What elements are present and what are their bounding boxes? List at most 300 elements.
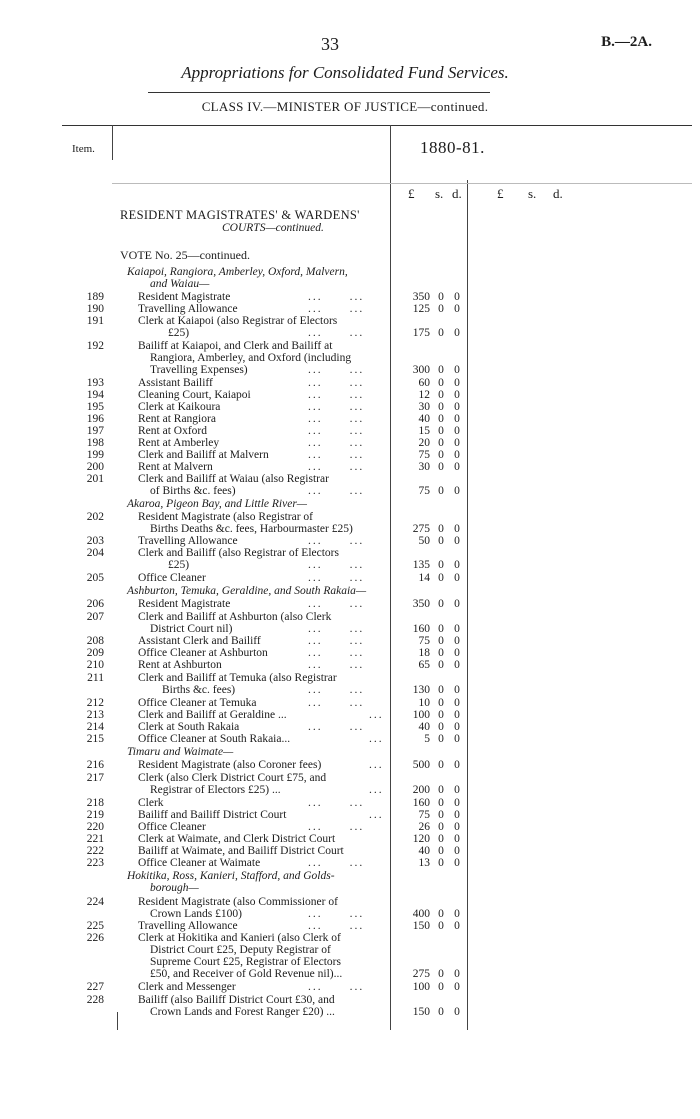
item-number: 204 — [86, 547, 104, 559]
leader-dots: ... — [369, 709, 384, 721]
table-row — [0, 809, 700, 821]
row-description: Timaru and Waimate— — [127, 746, 234, 758]
leader-dots: ... ... — [308, 821, 365, 833]
table-row — [0, 511, 700, 523]
item-number: 219 — [86, 809, 104, 821]
shillings-value: 0 — [438, 425, 444, 437]
shillings-value: 0 — [438, 659, 444, 671]
shillings-value: 0 — [438, 833, 444, 845]
pounds-value: 350 — [412, 291, 430, 303]
item-number: 217 — [86, 772, 104, 784]
pence-value: 0 — [454, 920, 460, 932]
row-description: Rent at Oxford — [138, 425, 207, 437]
row-description: Office Cleaner at South Rakaia... — [138, 733, 291, 745]
shillings-value: 0 — [438, 598, 444, 610]
pounds-value: 160 — [412, 797, 430, 809]
row-description: Births Deaths &c. fees, Harbourmaster £25) — [150, 523, 353, 535]
item-number: 199 — [86, 449, 104, 461]
shillings-value: 0 — [438, 857, 444, 869]
table-row — [0, 721, 700, 733]
row-description: Registrar of Electors £25) ... — [150, 784, 281, 796]
district-subheading — [0, 746, 700, 758]
table-row — [0, 920, 700, 932]
leader-dots: ... — [369, 759, 384, 771]
table-row — [0, 845, 700, 857]
leader-dots: ... ... — [308, 721, 365, 733]
pence-value: 0 — [454, 821, 460, 833]
row-description: £25) — [168, 559, 190, 571]
row-description: Hokitika, Ross, Kanieri, Stafford, and Golds- — [127, 870, 335, 882]
pounds-value: 14 — [418, 572, 430, 584]
leader-dots: ... ... — [308, 857, 365, 869]
row-description: Bailiff at Waimate, and Bailiff District Court — [138, 845, 344, 857]
row-description: Office Cleaner at Waimate — [138, 857, 261, 869]
item-number: 221 — [86, 833, 104, 845]
leader-dots: ... ... — [308, 327, 365, 339]
pounds-value: 275 — [412, 523, 430, 535]
pounds-value: 26 — [418, 821, 430, 833]
pence-value: 0 — [454, 759, 460, 771]
row-description: Clerk and Messenger — [138, 981, 236, 993]
leader-dots: ... — [369, 784, 384, 796]
table-row — [0, 437, 700, 449]
pence-value: 0 — [454, 968, 460, 980]
district-subheading — [0, 266, 700, 278]
leader-dots: ... ... — [308, 697, 365, 709]
shillings-value: 0 — [438, 759, 444, 771]
table-row — [0, 672, 700, 684]
item-number: 210 — [86, 659, 104, 671]
leader-dots: ... ... — [308, 908, 365, 920]
header-dotted-rule — [112, 183, 692, 184]
table-row — [0, 857, 700, 869]
row-description: Resident Magistrate (also Commissioner of — [138, 896, 338, 908]
shillings-value: 0 — [438, 461, 444, 473]
item-column-header: Item. — [72, 143, 95, 155]
pence-value: 0 — [454, 401, 460, 413]
table-row — [0, 896, 700, 908]
table-row — [0, 833, 700, 845]
leader-dots: ... ... — [308, 303, 365, 315]
row-description: Rent at Rangiora — [138, 413, 216, 425]
item-number: 208 — [86, 635, 104, 647]
leader-dots: ... ... — [308, 291, 365, 303]
pounds-value: 275 — [412, 968, 430, 980]
item-number: 202 — [86, 511, 104, 523]
table-row-continuation — [0, 485, 700, 497]
item-number: 190 — [86, 303, 104, 315]
pounds-value: 200 — [412, 784, 430, 796]
row-description: of Births &c. fees) — [150, 485, 236, 497]
shillings-value: 0 — [438, 389, 444, 401]
item-number: 224 — [86, 896, 104, 908]
leader-dots: ... ... — [308, 559, 365, 571]
pounds-value: 150 — [412, 1006, 430, 1018]
row-description: Travelling Allowance — [138, 920, 238, 932]
pence-value: 0 — [454, 908, 460, 920]
shillings-value: 0 — [438, 809, 444, 821]
table-row — [0, 981, 700, 993]
leader-dots: ... ... — [308, 572, 365, 584]
class-heading: CLASS IV.—MINISTER OF JUSTICE—continued. — [201, 99, 489, 114]
shillings-value: 0 — [438, 523, 444, 535]
item-number: 216 — [86, 759, 104, 771]
leader-dots: ... ... — [308, 437, 365, 449]
table-row — [0, 733, 700, 745]
pence-value: 0 — [454, 697, 460, 709]
table-row — [0, 461, 700, 473]
pence-header-right: d. — [553, 186, 563, 201]
shillings-value: 0 — [438, 291, 444, 303]
shillings-value: 0 — [438, 572, 444, 584]
district-subheading — [0, 882, 700, 894]
item-number: 192 — [86, 340, 104, 352]
pence-value: 0 — [454, 623, 460, 635]
item-column-divider — [112, 125, 113, 160]
shillings-value: 0 — [438, 784, 444, 796]
item-number: 218 — [86, 797, 104, 809]
table-row — [0, 647, 700, 659]
table-row-continuation — [0, 559, 700, 571]
shillings-value: 0 — [438, 303, 444, 315]
pence-value: 0 — [454, 437, 460, 449]
item-number: 212 — [86, 697, 104, 709]
pounds-value: 100 — [412, 981, 430, 993]
leader-dots: ... ... — [308, 389, 365, 401]
shillings-value: 0 — [438, 845, 444, 857]
table-top-rule — [62, 125, 692, 126]
row-description: Supreme Court £25, Registrar of Electors — [150, 956, 341, 968]
table-row — [0, 473, 700, 485]
row-description: borough— — [150, 882, 199, 894]
year-column-header: 1880-81. — [420, 138, 485, 157]
leader-dots: ... ... — [308, 461, 365, 473]
leader-dots: ... ... — [308, 981, 365, 993]
row-description: Crown Lands £100) — [150, 908, 242, 920]
table-row — [0, 772, 700, 784]
table-row — [0, 449, 700, 461]
table-row-continuation — [0, 784, 700, 796]
pounds-value: 13 — [418, 857, 430, 869]
table-row — [0, 635, 700, 647]
table-row-continuation — [0, 956, 700, 968]
table-row-continuation — [0, 352, 700, 364]
row-description: Resident Magistrate — [138, 291, 231, 303]
table-row-continuation — [0, 684, 700, 696]
leader-dots: ... ... — [308, 647, 365, 659]
pence-value: 0 — [454, 659, 460, 671]
pence-header-left: d. — [452, 186, 462, 201]
shillings-value: 0 — [438, 413, 444, 425]
pounds-value: 75 — [418, 449, 430, 461]
pounds-value: 160 — [412, 623, 430, 635]
pounds-value: 30 — [418, 401, 430, 413]
row-description: Rangiora, Amberley, and Oxford (including — [150, 352, 352, 364]
pounds-value: 500 — [412, 759, 430, 771]
item-number: 197 — [86, 425, 104, 437]
row-description: £50, and Receiver of Gold Revenue nil)... — [150, 968, 343, 980]
shillings-value: 0 — [438, 635, 444, 647]
item-number: 203 — [86, 535, 104, 547]
row-description: Bailiff (also Bailiff District Court £30, and — [138, 994, 335, 1006]
table-row — [0, 401, 700, 413]
pence-value: 0 — [454, 647, 460, 659]
pounds-value: 175 — [412, 327, 430, 339]
shillings-value: 0 — [438, 797, 444, 809]
shillings-value: 0 — [438, 327, 444, 339]
table-row — [0, 315, 700, 327]
pounds-value: 125 — [412, 303, 430, 315]
shillings-value: 0 — [438, 559, 444, 571]
pounds-value: 40 — [418, 721, 430, 733]
table-row — [0, 413, 700, 425]
table-row — [0, 377, 700, 389]
pence-value: 0 — [454, 535, 460, 547]
pence-value: 0 — [454, 377, 460, 389]
row-description: Clerk and Bailiff at Malvern — [138, 449, 269, 461]
item-number: 226 — [86, 932, 104, 944]
title-rule — [148, 92, 490, 93]
shillings-value: 0 — [438, 485, 444, 497]
district-subheading — [0, 278, 700, 290]
pence-value: 0 — [454, 389, 460, 401]
row-description: Clerk and Bailiff at Ashburton (also Clerk — [138, 611, 332, 623]
table-row — [0, 535, 700, 547]
item-number: 206 — [86, 598, 104, 610]
row-description: Clerk and Bailiff at Geraldine ... — [138, 709, 287, 721]
leader-dots: ... ... — [308, 364, 365, 376]
pence-value: 0 — [454, 523, 460, 535]
row-description: Clerk at Kaikoura — [138, 401, 221, 413]
pence-value: 0 — [454, 709, 460, 721]
item-number: 223 — [86, 857, 104, 869]
leader-dots: ... ... — [308, 449, 365, 461]
row-description: Clerk and Bailiff at Waiau (also Registrar — [138, 473, 329, 485]
pence-value: 0 — [454, 733, 460, 745]
row-description: District Court nil) — [150, 623, 233, 635]
item-number: 195 — [86, 401, 104, 413]
table-row — [0, 611, 700, 623]
row-description: Office Cleaner — [138, 821, 206, 833]
pounds-value: 30 — [418, 461, 430, 473]
table-row — [0, 821, 700, 833]
pence-value: 0 — [454, 857, 460, 869]
row-description: Travelling Expenses) — [150, 364, 248, 376]
shillings-value: 0 — [438, 709, 444, 721]
item-number: 227 — [86, 981, 104, 993]
item-number: 214 — [86, 721, 104, 733]
leader-dots: ... ... — [308, 797, 365, 809]
pence-value: 0 — [454, 303, 460, 315]
vote-heading: VOTE No. 25—continued. — [120, 248, 250, 262]
table-row — [0, 340, 700, 352]
row-description: Kaiapoi, Rangiora, Amberley, Oxford, Malvern, — [127, 266, 348, 278]
table-row — [0, 697, 700, 709]
row-description: Births &c. fees) — [162, 684, 236, 696]
pence-value: 0 — [454, 721, 460, 733]
shillings-value: 0 — [438, 1006, 444, 1018]
row-description: Akaroa, Pigeon Bay, and Little River— — [127, 498, 308, 510]
row-description: Clerk at South Rakaia — [138, 721, 240, 733]
leader-dots: ... — [369, 809, 384, 821]
leader-dots: ... ... — [308, 401, 365, 413]
pounds-value: 20 — [418, 437, 430, 449]
row-description: Assistant Clerk and Bailiff — [138, 635, 261, 647]
pounds-value: 75 — [418, 635, 430, 647]
pounds-value: 400 — [412, 908, 430, 920]
item-number: 193 — [86, 377, 104, 389]
shillings-value: 0 — [438, 721, 444, 733]
pence-value: 0 — [454, 833, 460, 845]
leader-dots: ... ... — [308, 425, 365, 437]
pounds-value: 18 — [418, 647, 430, 659]
item-number: 207 — [86, 611, 104, 623]
pence-value: 0 — [454, 291, 460, 303]
pounds-value: 350 — [412, 598, 430, 610]
shillings-value: 0 — [438, 449, 444, 461]
document-reference: B.—2A. — [601, 34, 652, 50]
shillings-value: 0 — [438, 733, 444, 745]
pence-value: 0 — [454, 364, 460, 376]
leader-dots: ... ... — [308, 377, 365, 389]
row-description: Ashburton, Temuka, Geraldine, and South Rakaia— — [127, 585, 367, 597]
pounds-value: 120 — [412, 833, 430, 845]
shillings-value: 0 — [438, 535, 444, 547]
row-description: Crown Lands and Forest Ranger £20) ... — [150, 1006, 335, 1018]
shillings-value: 0 — [438, 364, 444, 376]
pounds-value: 130 — [412, 684, 430, 696]
pounds-value: 50 — [418, 535, 430, 547]
row-description: Clerk and Bailiff (also Registrar of Electors — [138, 547, 339, 559]
pence-value: 0 — [454, 684, 460, 696]
table-row-continuation — [0, 968, 700, 980]
item-number: 205 — [86, 572, 104, 584]
table-row-continuation — [0, 944, 700, 956]
pounds-value: 60 — [418, 377, 430, 389]
pounds-value: 150 — [412, 920, 430, 932]
pence-value: 0 — [454, 572, 460, 584]
pence-value: 0 — [454, 981, 460, 993]
page-number: 33 — [321, 34, 339, 54]
pence-value: 0 — [454, 809, 460, 821]
shillings-value: 0 — [438, 437, 444, 449]
pence-value: 0 — [454, 598, 460, 610]
item-number: 211 — [87, 672, 104, 684]
table-row — [0, 425, 700, 437]
row-description: Rent at Amberley — [138, 437, 220, 449]
table-row — [0, 759, 700, 771]
shilling-header-right: s. — [528, 186, 537, 201]
leader-dots: ... — [369, 733, 384, 745]
table-row-continuation — [0, 327, 700, 339]
row-description: Bailiff and Bailiff District Court — [138, 809, 287, 821]
pounds-value: 40 — [418, 413, 430, 425]
shilling-header-left: s. — [435, 186, 444, 201]
item-number: 189 — [86, 291, 104, 303]
pounds-value: 40 — [418, 845, 430, 857]
table-row-continuation — [0, 1006, 700, 1018]
pence-value: 0 — [454, 559, 460, 571]
table-row-continuation — [0, 908, 700, 920]
pounds-value: 100 — [412, 709, 430, 721]
item-number: 201 — [86, 473, 104, 485]
pence-value: 0 — [454, 784, 460, 796]
section-subtitle: COURTS—continued. — [222, 222, 324, 234]
row-description: Office Cleaner — [138, 572, 206, 584]
table-row — [0, 994, 700, 1006]
table-row — [0, 598, 700, 610]
row-description: Rent at Ashburton — [138, 659, 222, 671]
item-number: 213 — [86, 709, 104, 721]
pounds-value: 300 — [412, 364, 430, 376]
table-row — [0, 291, 700, 303]
shillings-value: 0 — [438, 684, 444, 696]
row-description: Clerk — [138, 797, 164, 809]
leader-dots: ... ... — [308, 635, 365, 647]
item-number: 198 — [86, 437, 104, 449]
item-number: 194 — [86, 389, 104, 401]
pounds-value: 75 — [418, 809, 430, 821]
row-description: Clerk (also Clerk District Court £75, and — [138, 772, 327, 784]
row-description: Resident Magistrate (also Registrar of — [138, 511, 314, 523]
shillings-value: 0 — [438, 623, 444, 635]
pounds-value: 15 — [418, 425, 430, 437]
item-number: 220 — [86, 821, 104, 833]
pounds-value: 65 — [418, 659, 430, 671]
pence-value: 0 — [454, 1006, 460, 1018]
table-row — [0, 572, 700, 584]
district-subheading — [0, 870, 700, 882]
pounds-value: 12 — [418, 389, 430, 401]
pounds-value: 5 — [424, 733, 430, 745]
pounds-value: 75 — [418, 485, 430, 497]
table-row — [0, 709, 700, 721]
leader-dots: ... ... — [308, 598, 365, 610]
leader-dots: ... ... — [308, 920, 365, 932]
shillings-value: 0 — [438, 821, 444, 833]
pound-header-left: £ — [408, 186, 415, 201]
page-title: Appropriations for Consolidated Fund Services. — [181, 63, 509, 82]
item-number: 228 — [86, 994, 104, 1006]
item-number: 225 — [86, 920, 104, 932]
table-row-continuation — [0, 364, 700, 376]
pence-value: 0 — [454, 635, 460, 647]
table-row-continuation — [0, 523, 700, 535]
leader-dots: ... ... — [308, 535, 365, 547]
item-number: 222 — [86, 845, 104, 857]
shillings-value: 0 — [438, 697, 444, 709]
row-description: Clerk at Kaiapoi (also Registrar of Electors — [138, 315, 338, 327]
leader-dots: ... ... — [308, 413, 365, 425]
district-subheading — [0, 585, 700, 597]
leader-dots: ... ... — [308, 659, 365, 671]
item-number: 215 — [86, 733, 104, 745]
district-subheading — [0, 498, 700, 510]
shillings-value: 0 — [438, 401, 444, 413]
pounds-value: 135 — [412, 559, 430, 571]
table-row-continuation — [0, 623, 700, 635]
table-row — [0, 797, 700, 809]
pence-value: 0 — [454, 485, 460, 497]
item-number: 200 — [86, 461, 104, 473]
leader-dots: ... ... — [308, 623, 365, 635]
leader-dots: ... ... — [308, 485, 365, 497]
row-description: Resident Magistrate — [138, 598, 231, 610]
table-row — [0, 389, 700, 401]
row-description: Resident Magistrate (also Coroner fees) — [138, 759, 322, 771]
pence-value: 0 — [454, 425, 460, 437]
shillings-value: 0 — [438, 908, 444, 920]
